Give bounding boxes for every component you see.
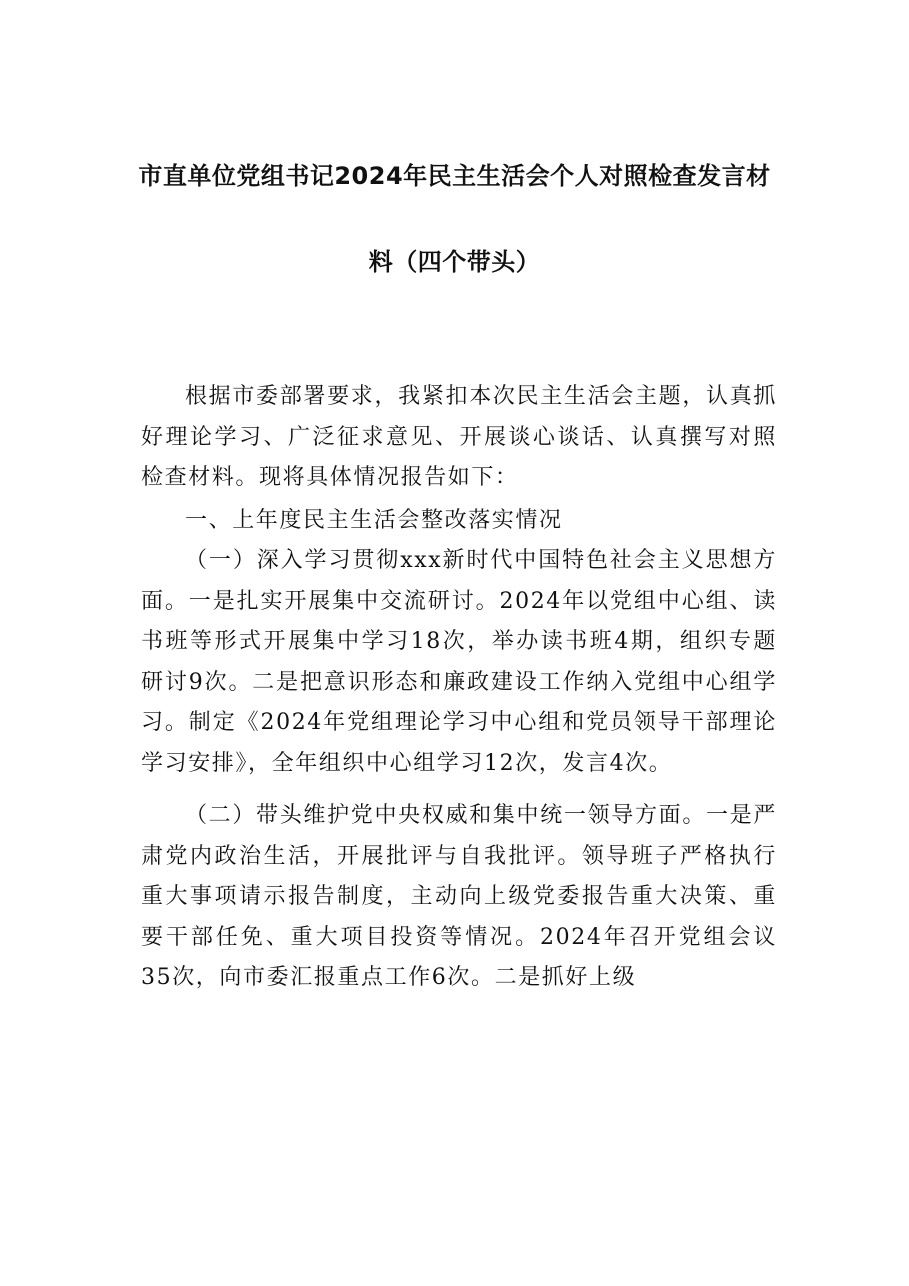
document-title-line-1: 市直单位党组书记2024年民主生活会个人对照检查发言材 xyxy=(138,162,771,190)
intro-paragraph: 根据市委部署要求，我紧扣本次民主生活会主题，认真抓好理论学习、广泛征求意见、开展谈心谈话、认真撰写对照检查材料。现将具体情况报告如下： xyxy=(141,384,777,490)
document-body xyxy=(141,377,777,999)
subsection-paragraph-2: （二）带头维护党中央权威和集中统一领导方面。一是严肃党内政治生活，开展批评与自我批评。领导班子严格执行重大事项请示报告制度，主动向上级党委报告重大决策、重要干部任免、重大项目投资等情况。2024年召开党组会议35次，向市委汇报重点工作6次。二是抓好上级 xyxy=(141,803,777,990)
section-heading-1: 一、上年度民主生活会整改落实情况 xyxy=(185,507,563,533)
document-title-line-2: 料（四个带头） xyxy=(368,248,541,276)
subsection-paragraph-1: （一）深入学习贯彻xxx新时代中国特色社会主义思想方面。一是扎实开展集中交流研讨。2024年以党组中心组、读书班等形式开展集中学习18次，举办读书班4期，组织专题研讨9次。二是把意识形态和廉政建设工作纳入党组中心组学习。制定《2024年党组理论学习中心组和党员领导干部理论学习安排》，全年组织中心组学习12次，发言4次。 xyxy=(141,548,777,776)
